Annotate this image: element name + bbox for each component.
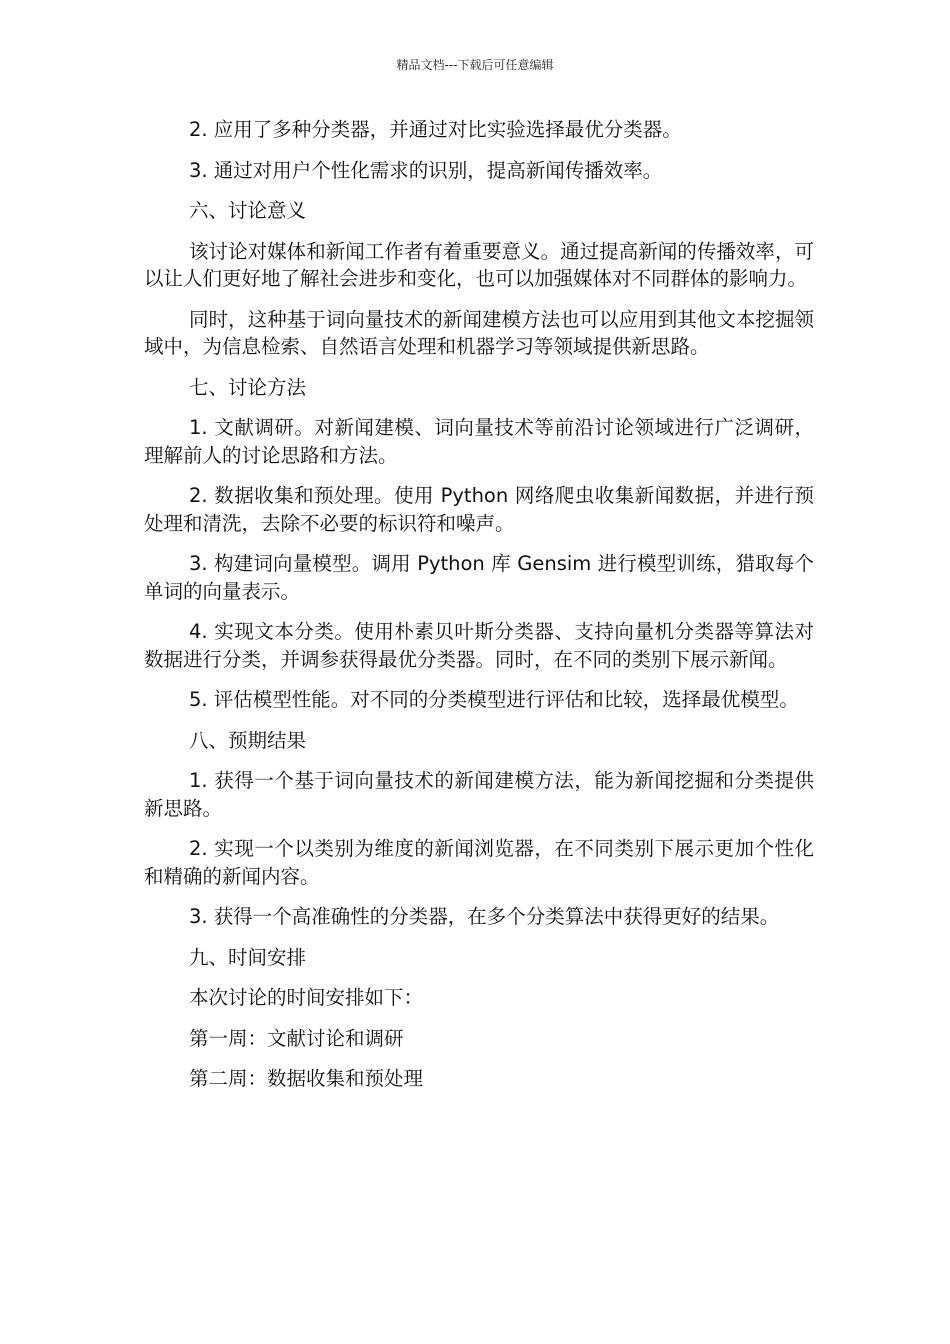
paragraph-significance-1: 该讨论对媒体和新闻工作者有着重要意义。通过提高新闻的传播效率，可以让人们更好地了解社会进步和变化，也可以加强媒体对不同群体的影响力。 [144, 239, 814, 290]
paragraph-significance-2: 同时，这种基于词向量技术的新闻建模方法也可以应用到其他文本挖掘领域中，为信息检索、自然语言处理和机器学习等领域提供新思路。 [144, 307, 814, 358]
paragraph-schedule-intro: 本次讨论的时间安排如下： [189, 986, 424, 1009]
paragraph-method-2: 2. 数据收集和预处理。使用 Python 网络爬虫收集新闻数据，并进行预处理和清洗，去除不必要的标识符和噪声。 [144, 484, 814, 535]
paragraph-result-2: 2. 实现一个以类别为维度的新闻浏览器，在不同类别下展示更加个性化和精确的新闻内容。 [144, 837, 814, 888]
paragraph-method-1: 1. 文献调研。对新闻建模、词向量技术等前沿讨论领域进行广泛调研，理解前人的讨论思路和方法。 [144, 416, 814, 467]
paragraph-method-5: 5. 评估模型性能。对不同的分类模型进行评估和比较，选择最优模型。 [189, 688, 799, 711]
paragraph-method-4: 4. 实现文本分类。使用朴素贝叶斯分类器、支持向量机分类器等算法对数据进行分类，并调参获得最优分类器。同时，在不同的类别下展示新闻。 [144, 620, 814, 671]
paragraph-schedule-week-1: 第一周：文献讨论和调研 [189, 1026, 404, 1050]
section-heading-schedule: 九、时间安排 [189, 945, 307, 969]
paragraph-innovation-2: 2. 应用了多种分类器，并通过对比实验选择最优分类器。 [189, 118, 682, 141]
paragraph-result-1: 1. 获得一个基于词向量技术的新闻建模方法，能为新闻挖掘和分类提供新思路。 [144, 769, 814, 820]
paragraph-innovation-3: 3. 通过对用户个性化需求的识别，提高新闻传播效率。 [189, 158, 663, 182]
section-heading-expected-results: 八、预期结果 [189, 728, 307, 752]
paragraph-schedule-week-2: 第二周：数据收集和预处理 [189, 1067, 424, 1090]
paragraph-method-3: 3. 构建词向量模型。调用 Python 库 Gensim 进行模型训练，猎取每个单词的向量表示。 [144, 552, 814, 603]
page-header: 精品文档---下载后可任意编辑 [396, 58, 554, 72]
paragraph-result-3: 3. 获得一个高准确性的分类器，在多个分类算法中获得更好的结果。 [189, 905, 780, 928]
section-heading-methods: 七、讨论方法 [189, 375, 307, 399]
document-body [144, 116, 814, 1106]
section-heading-significance: 六、讨论意义 [189, 199, 307, 222]
